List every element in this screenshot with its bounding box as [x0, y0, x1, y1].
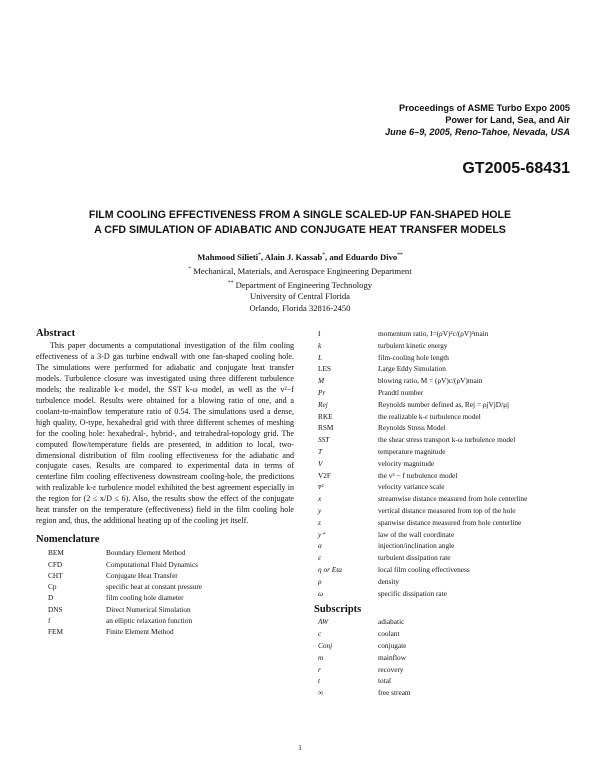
list-item [36, 615, 294, 626]
term-definition: the shear stress transport k-ω turbulence model [378, 435, 516, 445]
term-definition: conjugate [378, 640, 407, 650]
list-item [318, 552, 574, 564]
paper-id: GT2005-68431 [462, 160, 570, 177]
term-definition: spanwise distance measured from hole centerline [378, 517, 522, 527]
term-definition: local film cooling effectiveness [378, 564, 470, 574]
list-item [318, 375, 574, 387]
term-symbol: f [48, 615, 51, 625]
term-symbol: BEM [48, 548, 64, 558]
term-definition: velocity magnitude [378, 458, 435, 468]
list-item [318, 505, 574, 517]
affiliation-address: Orlando, Florida 32816-2450 [249, 302, 351, 313]
term-definition: Prandtl number [378, 387, 424, 397]
list-item [318, 687, 574, 699]
list-item [318, 446, 574, 458]
subscript-list [318, 616, 574, 699]
term-symbol: L [318, 352, 323, 362]
list-item [318, 664, 574, 676]
term-symbol: CHT [48, 570, 63, 580]
term-symbol: k [318, 340, 322, 350]
list-item [318, 422, 574, 434]
term-symbol: ω [318, 588, 324, 598]
list-item [318, 640, 574, 652]
term-symbol: t [318, 676, 321, 686]
list-item [318, 340, 574, 352]
list-item [318, 493, 574, 505]
list-item [36, 547, 294, 558]
conference-subtitle: Power for Land, Sea, and Air [445, 115, 570, 125]
affiliation-1-mark: * [188, 266, 192, 273]
term-definition: an elliptic relaxation function [106, 615, 193, 625]
author-1: Mahmood Silieti [197, 251, 259, 262]
list-item [318, 411, 574, 423]
list-item [318, 434, 574, 446]
list-item [318, 675, 574, 687]
author-separator-1: , [260, 251, 265, 262]
conference-name: Proceedings of ASME Turbo Expo 2005 [398, 103, 570, 113]
term-definition: blowing ratio, M = (ρV)c/(ρV)main [378, 376, 483, 386]
term-definition: Large Eddy Simulation [378, 364, 446, 374]
term-symbol: y⁺ [318, 529, 326, 539]
author-2: Alain J. Kassab [264, 251, 323, 262]
affiliation-university: University of Central Florida [249, 291, 350, 302]
list-item [318, 576, 574, 588]
left-column [36, 328, 294, 638]
nomenclature-heading: Nomenclature [36, 534, 100, 546]
term-definition: vertical distance measured from top of the hole [378, 505, 516, 515]
list-item [36, 559, 294, 570]
list-item [318, 588, 574, 600]
list-item [318, 540, 574, 552]
term-symbol: RKE [318, 411, 333, 421]
list-item [318, 628, 574, 640]
nomenclature-list [36, 547, 294, 637]
affiliation-1 [0, 264, 600, 277]
author-block [0, 250, 600, 314]
term-symbol: c [318, 629, 322, 639]
term-definition: Conjugate Heat Transfer [106, 570, 178, 580]
term-definition: specific dissipation rate [378, 588, 447, 598]
term-symbol: V [318, 458, 323, 468]
title-line-2: A CFD SIMULATION OF ADIABATIC AND CONJUGATE HEAT TRANSFER MODELS [94, 224, 506, 236]
term-symbol: RSM [318, 423, 334, 433]
term-definition: Finite Element Method [106, 627, 174, 637]
term-symbol: m [318, 652, 324, 662]
list-item [36, 592, 294, 603]
term-definition: density [378, 576, 400, 586]
conference-date-location: June 6–9, 2005, Reno-Tahoe, Nevada, USA [384, 127, 570, 137]
list-item [36, 604, 294, 615]
term-definition: Computational Fluid Dynamics [106, 559, 199, 569]
term-definition: free stream [378, 688, 411, 698]
term-definition: temperature magnitude [378, 446, 446, 456]
list-item [36, 626, 294, 637]
term-definition: turbulent dissipation rate [378, 553, 451, 563]
list-item [36, 570, 294, 581]
term-symbol: CFD [48, 559, 63, 569]
term-symbol: ∞ [318, 688, 324, 698]
term-definition: specific heat at constant pressure [106, 582, 203, 592]
term-symbol: Conj [318, 640, 333, 650]
term-definition: Reynolds number defined as, Rej = ρjVjD/μj [378, 399, 510, 409]
term-definition: momentum ratio, I=(ρV)²c/(ρV)²main [378, 329, 489, 338]
term-definition: velocity variance scale [378, 482, 445, 492]
term-symbol: v̄² [318, 482, 324, 492]
term-symbol: AW [318, 617, 329, 627]
term-definition: turbulent kinetic energy [378, 340, 448, 350]
term-symbol: D [48, 593, 54, 603]
term-symbol: T [318, 446, 323, 456]
list-item [318, 616, 574, 628]
author-3-mark: ** [397, 252, 403, 258]
author-3: Eduardo Divo [345, 251, 398, 262]
affiliation-2-text: Department of Engineering Technology [235, 279, 373, 290]
list-item [318, 458, 574, 470]
term-symbol: Cp [48, 582, 57, 592]
title-line-1: FILM COOLING EFFECTIVENESS FROM A SINGLE SCALED-UP FAN-SHAPED HOLE [88, 209, 512, 221]
list-item [318, 399, 574, 411]
term-symbol: FEM [48, 627, 64, 637]
term-definition: injection/inclination angle [378, 541, 455, 551]
affiliation-2-mark: ** [227, 279, 234, 286]
page-number: 1 [298, 743, 302, 752]
term-symbol: ρ [318, 576, 322, 586]
term-symbol: Rej [318, 399, 328, 409]
term-definition: the realizable k-ε turbulence model [378, 411, 481, 421]
term-symbol: x [318, 494, 322, 504]
term-symbol: I [318, 329, 321, 338]
term-symbol: η or Eta [318, 564, 342, 574]
term-symbol: DNS [48, 604, 63, 614]
list-item [318, 328, 574, 340]
nomenclature-section [36, 534, 294, 637]
right-column [314, 328, 574, 699]
abstract-heading: Abstract [36, 328, 76, 339]
term-definition: adiabatic [378, 617, 405, 627]
list-item [318, 352, 574, 364]
list-item [318, 481, 574, 493]
term-definition: film cooling hole diameter [106, 593, 184, 603]
list-item [36, 581, 294, 592]
term-definition: law of the wall coordinate [378, 529, 455, 539]
subscripts-heading: Subscripts [314, 604, 362, 616]
term-symbol: α [318, 541, 322, 551]
term-symbol: ε [318, 553, 321, 563]
term-symbol: z [318, 517, 321, 527]
paper-title [0, 208, 600, 238]
term-definition: mainflow [378, 652, 406, 662]
list-item [318, 529, 574, 541]
term-definition: coolant [378, 629, 400, 639]
author-2-mark: * [322, 252, 326, 258]
list-item [318, 470, 574, 482]
term-symbol: Pr [318, 387, 326, 397]
term-symbol: M [318, 376, 325, 386]
term-symbol: SST [318, 435, 330, 445]
list-item [318, 564, 574, 576]
term-symbol: r [318, 664, 321, 674]
author-separator-2: , and [325, 251, 346, 262]
author-1-mark: * [258, 252, 261, 258]
term-symbol: LES [318, 364, 331, 374]
term-definition: streamwise distance measured from hole centerline [378, 494, 528, 504]
conference-header [385, 102, 570, 138]
abstract-text: This paper documents a computational investigation of the film cooling effectiveness of a 3-D gas turbine endwall with one fan-shaped cooling hole. The simulations were performed for adiabatic and conjugate heat transfer models. Turbulence closure was investigated using three different turbulence models; the realizable k-ε model, the SST k-ω model, as well as the v²−f turbulence model. Results were obtained for a blowing ratio of one, and a coolant-to-mainflow temperature ratio of 0.54. The simulations used a dense, high quality, O-type, hexahedral grid with three different schemes of meshing for the cooling hole: hexahedral-, hybrid-, and tetrahedral-topology grid. The computed flow/temperature fields are presented, in addition to local, two-dimensional distribution of film cooling effectiveness for the adiabatic and conjugate cases. Results are compared to experimental data in terms of centerline film cooling effectiveness downstream cooling-hole, the predictions with realizable k-ε turbulence model exhibited the best agreement especially in the region for (2 ≤ x/D ≤ 6). Also, the results show the effect of the conjugate heat transfer on the temperature (effectiveness) field in the film cooling hole region and, thus, the additional heating up of the cooling jet itself. [36, 341, 294, 526]
author-names [0, 250, 600, 263]
term-definition: Boundary Element Method [106, 548, 186, 558]
list-item [318, 363, 574, 375]
term-definition: film-cooling hole length [378, 352, 449, 362]
term-definition: Reynolds Stress Model [378, 423, 446, 433]
list-item [318, 387, 574, 399]
term-symbol: y [318, 505, 322, 515]
term-symbol: V2F [318, 470, 331, 480]
symbol-list [318, 328, 574, 599]
list-item [318, 652, 574, 664]
affiliation-2 [0, 278, 600, 291]
term-definition: recovery [378, 664, 404, 674]
term-definition: Direct Numerical Simulation [106, 604, 191, 614]
affiliation-1-text: Mechanical, Materials, and Aerospace Engineering Department [193, 266, 412, 277]
term-definition: the v² − f turbulence model [378, 470, 458, 480]
list-item [318, 517, 574, 529]
term-definition: total [378, 676, 391, 686]
